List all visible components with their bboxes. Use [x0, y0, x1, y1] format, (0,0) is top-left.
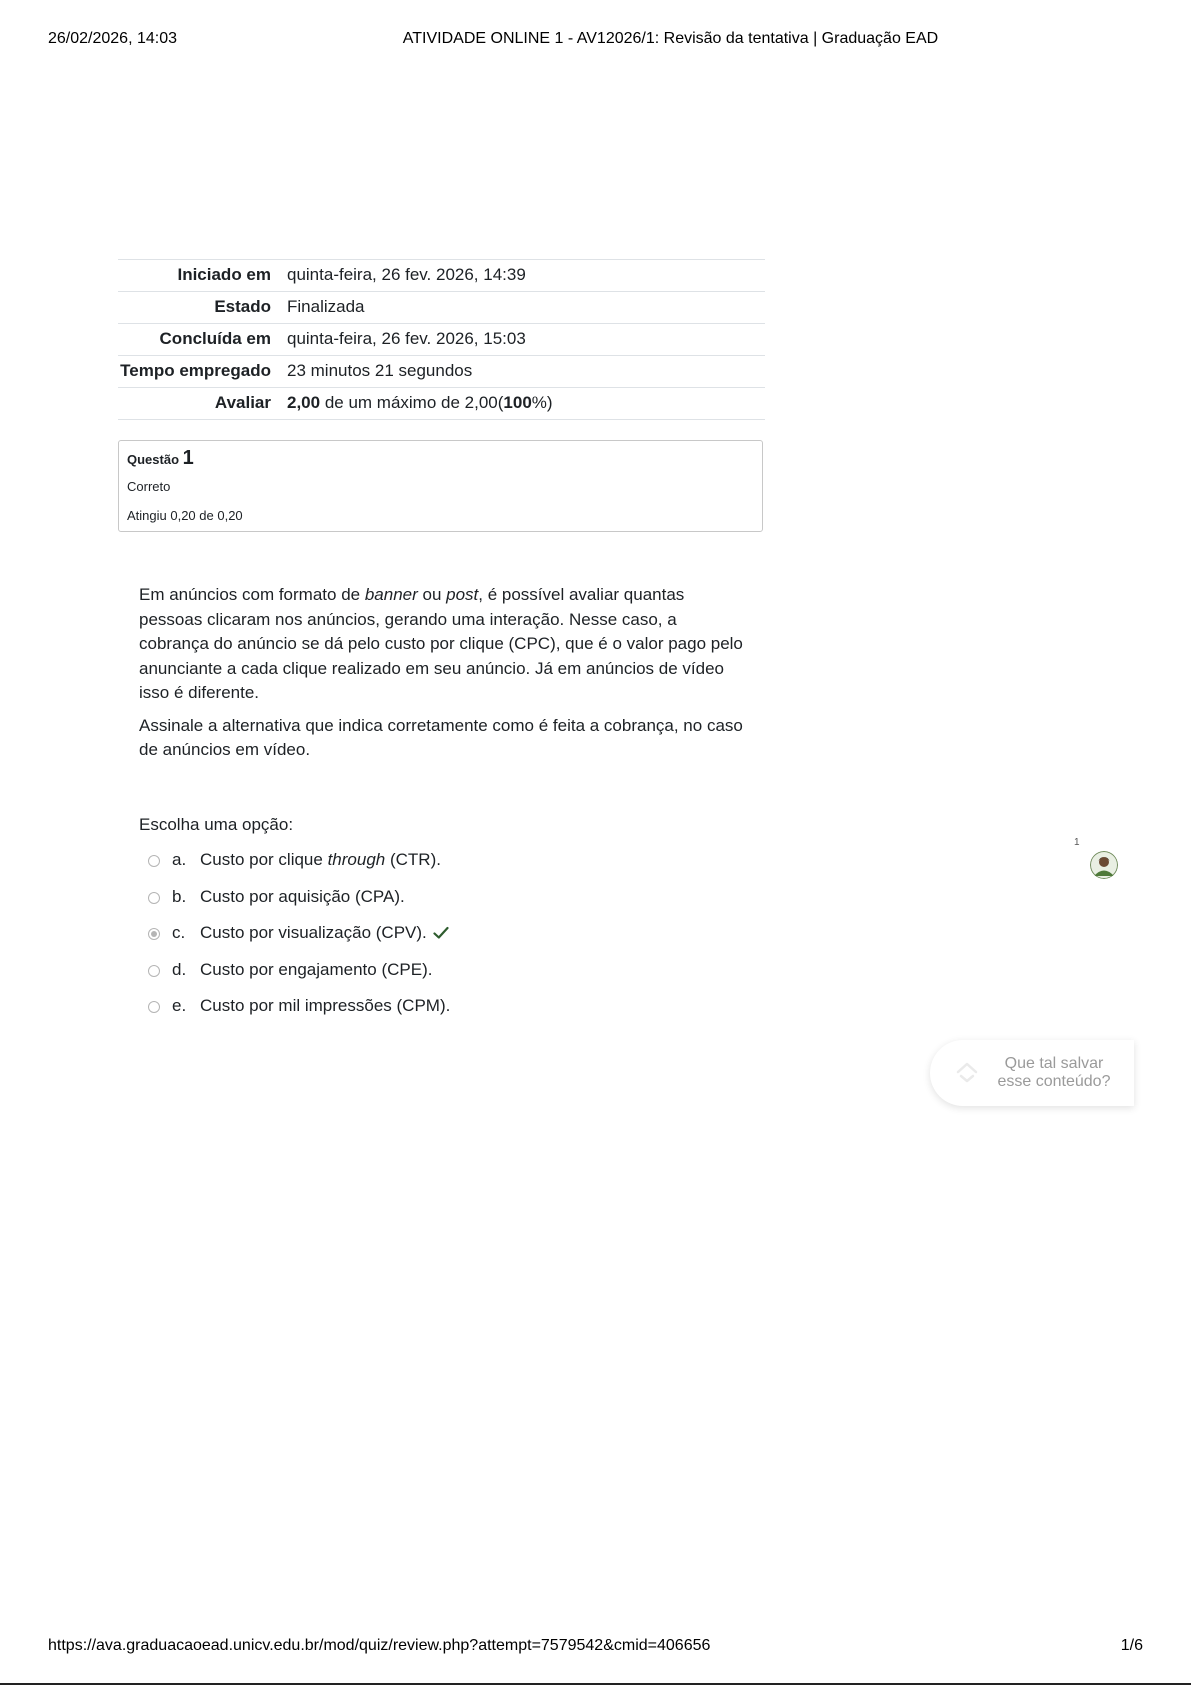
summary-label: Estado	[214, 297, 271, 316]
option-letter: d.	[172, 959, 187, 979]
question-instruction: Assinale a alternativa que indica corretamente como é feita a cobrança, no caso de anúncios em vídeo.	[139, 715, 743, 759]
print-datetime: 26/02/2026, 14:03	[48, 30, 178, 47]
grade-middle: de um máximo de 2,00(	[320, 393, 504, 412]
option-text	[200, 850, 441, 870]
question-label: Questão	[127, 452, 180, 467]
option-text-em: through	[327, 850, 386, 869]
question-text-em: banner	[364, 585, 418, 604]
summary-row-state	[118, 292, 765, 324]
correct-check-icon	[433, 925, 449, 945]
option-text-wrap	[200, 923, 449, 945]
choose-option-prompt: Escolha uma opção:	[139, 815, 294, 834]
option-text-part: Custo por clique	[200, 850, 328, 869]
print-page-title: ATIVIDADE ONLINE 1 - AV12026/1: Revisão da tentativa | Graduação EAD	[402, 30, 939, 47]
summary-label: Concluída em	[159, 329, 271, 348]
attempt-summary-table	[118, 259, 765, 420]
summary-grade-value	[287, 388, 765, 420]
question-number-value: 1	[182, 447, 194, 469]
option-letter: e.	[172, 996, 187, 1015]
grade-end: %)	[531, 393, 553, 412]
option-text: Custo por mil impressões (CPM).	[200, 996, 451, 1015]
question-state: Correto	[127, 479, 171, 494]
print-header	[0, 30, 1191, 54]
summary-row-completed	[118, 324, 765, 356]
radio-button[interactable]	[148, 855, 160, 867]
radio-button[interactable]	[148, 892, 160, 904]
bookmark-icon	[952, 1058, 982, 1088]
summary-value: 23 minutos 21 segundos	[287, 361, 473, 380]
summary-value: quinta-feira, 26 fev. 2026, 14:39	[287, 265, 526, 284]
question-info-box	[118, 440, 763, 532]
option-letter: b.	[172, 886, 187, 906]
option-letter: c.	[172, 923, 186, 942]
question-paragraph	[139, 583, 749, 706]
radio-button-selected[interactable]	[148, 928, 160, 940]
print-page-number: 1/6	[1120, 1637, 1143, 1654]
option-text-part: (CTR).	[385, 850, 441, 869]
print-url: https://ava.graduacaoead.unicv.edu.br/mod/quiz/review.php?attempt=7579542&cmid=406656	[48, 1637, 711, 1654]
summary-row-started	[118, 260, 765, 292]
summary-label: Iniciado em	[177, 265, 271, 284]
question-text-span: Em anúncios com formato de	[139, 585, 365, 604]
avatar-count-badge: 1	[1074, 837, 1080, 848]
option-text: Custo por visualização (CPV).	[200, 923, 427, 942]
question-text	[139, 583, 749, 771]
question-text-span: , é possível avaliar quantas pessoas clicaram nos anúncios, gerando uma interação. Nesse caso, a cobrança do anúncio se dá pelo custo por clique (CPC), que é o valor pago pelo anunciante a cada clique realizado em seu anúncio. Já em anúncios de vídeo isso é diferente.	[139, 585, 743, 702]
summary-row-grade	[118, 388, 765, 420]
question-text-em: post	[446, 585, 479, 604]
summary-label: Avaliar	[214, 393, 271, 412]
save-prompt-line: esse conteúdo?	[997, 1073, 1111, 1090]
option-letter: a.	[172, 850, 187, 869]
summary-label: Tempo empregado	[120, 361, 271, 380]
save-prompt-text	[988, 1055, 1120, 1091]
print-footer	[0, 1637, 1191, 1661]
save-content-widget[interactable]	[930, 1040, 1134, 1106]
radio-button[interactable]	[148, 1001, 160, 1013]
summary-value: quinta-feira, 26 fev. 2026, 15:03	[287, 329, 526, 348]
option-text: Custo por aquisição (CPA).	[200, 886, 405, 906]
summary-row-time-taken	[118, 356, 765, 388]
summary-value: Finalizada	[287, 297, 365, 316]
grade-percent: 100	[503, 393, 532, 412]
user-avatar-icon[interactable]	[1090, 851, 1118, 879]
question-grade: Atingiu 0,20 de 0,20	[127, 508, 243, 523]
radio-button[interactable]	[148, 965, 160, 977]
option-text: Custo por engajamento (CPE).	[200, 959, 433, 979]
save-prompt-line: Que tal salvar	[1004, 1055, 1104, 1072]
question-number	[127, 447, 194, 470]
question-text-span: ou	[417, 585, 447, 604]
grade-value: 2,00	[287, 393, 321, 412]
